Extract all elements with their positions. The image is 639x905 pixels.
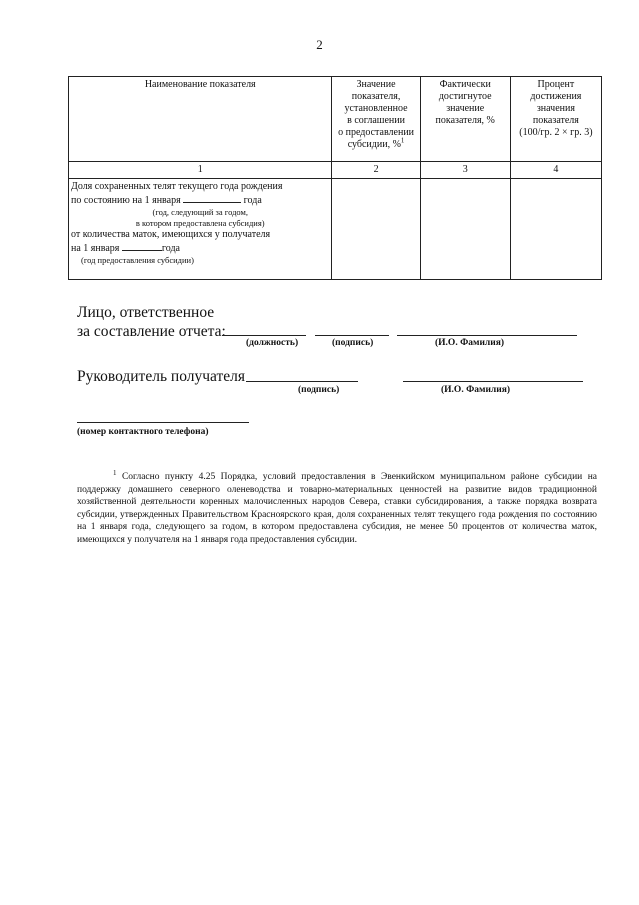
header-line: (100/гр. 2 × гр. 3) xyxy=(519,127,593,138)
header-line: установленное xyxy=(344,103,408,114)
indicator-table xyxy=(68,76,602,280)
header-line: показателя, % xyxy=(435,115,495,126)
head-label: Руководитель получателя xyxy=(77,368,246,385)
indicator-line: Доля сохраненных телят текущего года рождения xyxy=(71,181,283,192)
indicator-text: года xyxy=(243,195,262,206)
table-header-row xyxy=(69,77,602,162)
header-line: достижения xyxy=(530,91,582,102)
header-line: значения xyxy=(536,103,575,114)
full-name-line[interactable] xyxy=(397,335,577,336)
column-number: 1 xyxy=(69,162,332,179)
indicator-hint: в котором предоставлена субсидия) xyxy=(135,218,265,228)
caption-position: (должность) xyxy=(246,338,299,348)
header-line: в соглашении xyxy=(347,115,405,126)
column-number: 2 xyxy=(332,162,420,179)
header-achievement-percent xyxy=(510,77,601,162)
indicator-hint: (год, следующий за годом, xyxy=(152,207,248,217)
caption-phone: (номер контактного телефона) xyxy=(77,427,209,437)
caption-head-signature: (подпись) xyxy=(298,385,340,395)
column-number: 3 xyxy=(420,162,510,179)
indicator-description xyxy=(69,179,332,280)
planned-value-cell[interactable] xyxy=(332,179,420,280)
header-line: о предоставлении xyxy=(338,127,415,138)
column-numbers-row xyxy=(69,162,602,179)
header-line-text: субсидии, % xyxy=(347,139,401,150)
responsible-label-line1: Лицо, ответственное xyxy=(77,304,215,321)
year-blank-field[interactable] xyxy=(183,193,241,203)
year-blank-field[interactable] xyxy=(122,241,162,251)
position-signature-line[interactable] xyxy=(222,335,306,336)
signature-line[interactable] xyxy=(315,335,389,336)
head-signature-line[interactable] xyxy=(246,381,358,382)
actual-value-cell[interactable] xyxy=(420,179,510,280)
achievement-percent-cell[interactable] xyxy=(510,179,601,280)
caption-head-full-name: (И.О. Фамилия) xyxy=(441,385,511,395)
responsible-label-line2: за составление отчета: xyxy=(77,323,226,340)
footnote-mark: 1 xyxy=(400,136,405,145)
head-full-name-line[interactable] xyxy=(403,381,583,382)
indicator-line xyxy=(71,193,329,207)
table-row xyxy=(69,179,602,280)
header-line: Значение xyxy=(356,79,396,90)
caption-signature: (подпись) xyxy=(332,338,374,348)
footnote-mark: 1 xyxy=(113,468,117,477)
phone-line[interactable] xyxy=(77,422,249,423)
footnote-text: Согласно пункту 4.25 Порядка, условий предоставления в Эвенкийском муниципальном районе субсидии на поддержку домашнего северного оленеводства и товарно-материальных ценностей на развитие видов традиционной хозяйственной деятельности коренных малочисленных народов Севера, ставки субсидирования, а также порядка возврата субсидии, утвержденных Правительством Красноярского края, доля сохраненных телят текущего года рождения по состоянию на 1 января года, следующего за годом, в котором предоставлена субсидия, не менее 50 процентов от количества маток, имеющихся у получателя на 1 января года предоставления субсидии. xyxy=(77,472,598,545)
header-indicator-name: Наименование показателя xyxy=(69,77,332,162)
indicator-line: от количества маток, имеющихся у получателя xyxy=(71,229,271,240)
header-line: Процент xyxy=(537,79,575,90)
header-line: показателя, xyxy=(351,91,401,102)
page-number: 2 xyxy=(316,37,323,52)
indicator-text: по состоянию на 1 января xyxy=(71,195,181,206)
footnote xyxy=(77,468,598,546)
header-line: Фактически xyxy=(439,79,491,90)
column-number: 4 xyxy=(510,162,601,179)
indicator-line xyxy=(71,241,329,255)
header-actual-value xyxy=(420,77,510,162)
indicator-text: года xyxy=(161,243,180,254)
caption-full-name: (И.О. Фамилия) xyxy=(435,338,505,348)
header-line: значение xyxy=(446,103,485,114)
header-line xyxy=(334,136,417,151)
indicator-hint: (год предоставления субсидии) xyxy=(81,255,194,265)
indicator-text: на 1 января xyxy=(71,243,120,254)
header-line: показателя xyxy=(532,115,579,126)
header-planned-value xyxy=(332,77,420,162)
header-line: достигнутое xyxy=(438,91,492,102)
